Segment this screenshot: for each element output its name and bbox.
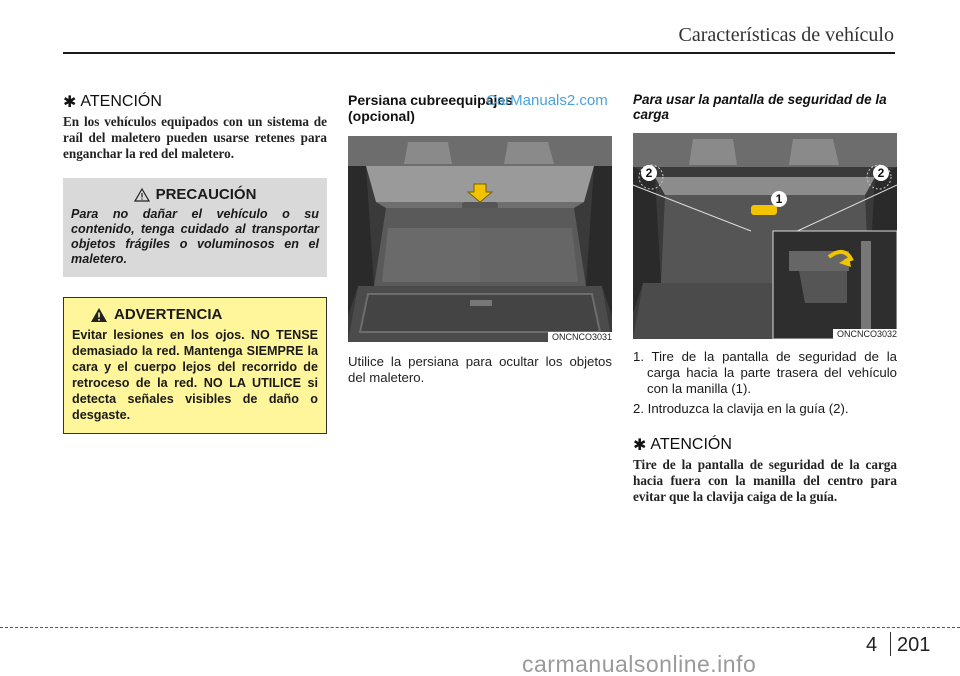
warning-box [63,297,327,434]
callout-badge-1: 1 [771,191,787,207]
caution-text: Para no dañar el vehículo o su contenido, tenga cuidado al transportar objetos frágiles o voluminosos en el maletero. [71,207,319,266]
footer-rule [0,627,960,628]
security-screen-photo [633,133,897,339]
cargo-cover-text: Utilice la persiana para ocultar los objetos del maletero. [348,354,612,385]
page-header-title: Características de vehículo [678,24,894,46]
attention-text: Tire de la pantalla de seguridad de la carga hacia fuera con la manilla del centro para evitar que la clavija caiga de la guía. [633,457,897,504]
steps-list [633,349,897,417]
warning-title: ADVERTENCIA [114,306,223,323]
attention-title: ATENCIÓN [650,436,732,453]
attention-heading [633,435,897,455]
attention-title: ATENCIÓN [80,93,162,110]
chapter-number: 4 [866,634,878,656]
section-title-line2: (opcional) [348,108,415,124]
header-rule [63,52,895,54]
site-watermark: carmanualsonline.info [522,651,757,676]
watermark: CarManuals2.com [486,92,608,109]
warning-heading [72,306,318,323]
callout-badge-2-left: 2 [641,165,657,181]
attention-star-icon: ✱ [63,94,77,111]
security-screen-illustration [633,133,897,339]
attention-text: En los vehículos equipados con un sistema de raíl del maletero pueden usarse retenes para enganchar la red del maletero. [63,114,327,161]
cargo-cover-photo [348,136,612,342]
section-title-line1: Persiana cubreequipajes [348,92,513,108]
list-item: 2. Introduzca la clavija en la guía (2). [633,401,849,416]
column-middle [348,92,612,386]
image-code: ONCNCO3031 [548,332,612,342]
warning-text: Evitar lesiones en los ojos. NO TENSE demasiado la red. Mantenga SIEMPRE la cara y el cuerpo lejos del recorrido de retroceso de la red. NO LA UTILICE si detecta señales visibles de daño o desgaste. [72,328,318,422]
list-item: 1. Tire de la pantalla de seguridad de la carga hacia la parte trasera del vehículo con la manilla (1). [633,349,897,396]
page-number: 201 [897,634,931,656]
page-number-separator [890,632,891,656]
callout-badge-2-right: 2 [873,165,889,181]
caution-box [63,178,327,277]
column-left [63,92,327,434]
attention-star-icon: ✱ [633,437,647,454]
warning-triangle-icon [90,307,108,323]
column-right [633,92,897,505]
cargo-cover-illustration [348,136,612,342]
attention-heading [63,92,327,112]
image-code: ONCNCO3032 [833,329,897,339]
warning-triangle-icon [134,188,150,202]
caution-title: PRECAUCIÓN [155,186,257,203]
section-title: Para usar la pantalla de seguridad de la carga [633,92,887,122]
caution-heading [71,186,319,203]
